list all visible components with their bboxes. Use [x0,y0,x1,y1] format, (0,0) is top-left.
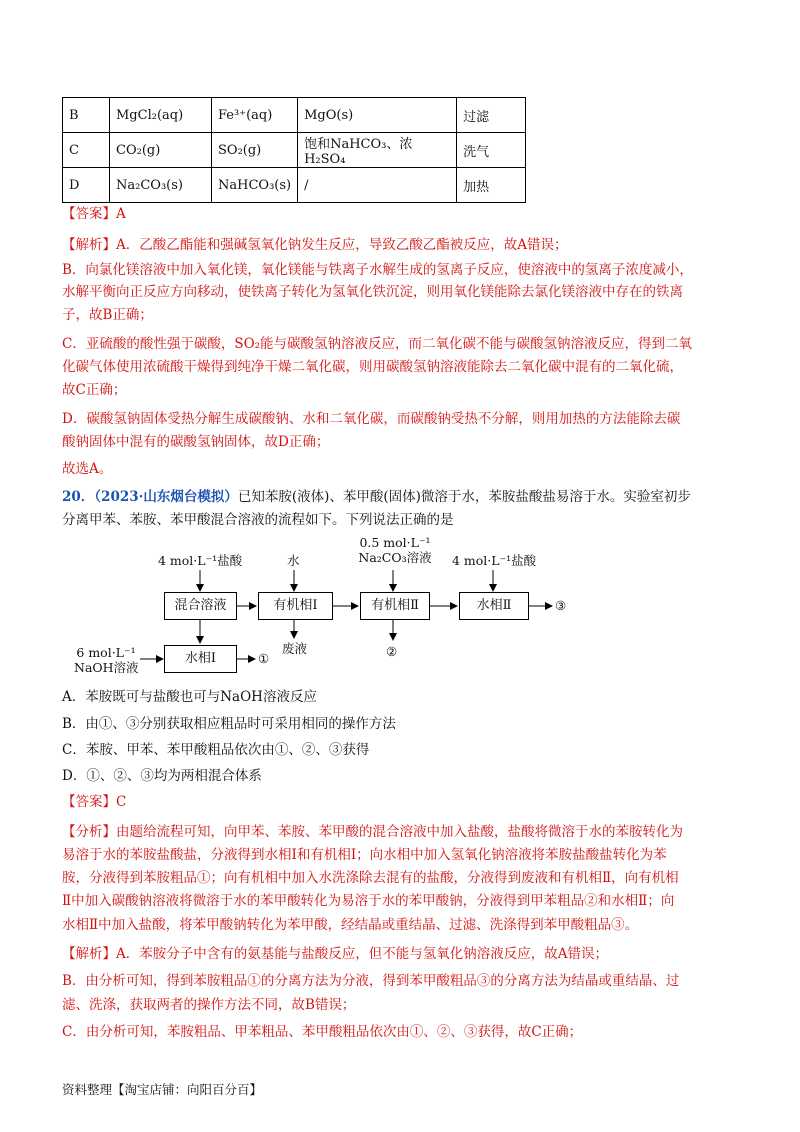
q20-stem-line-2: 分离甲苯、苯胺、苯甲酸混合溶液的流程如下。下列说法正确的是 [62,512,454,528]
option-c: C．苯胺、甲苯、苯甲酸粗品依次由①、②、③获得 [62,742,370,758]
reagent-cell: / [298,168,457,203]
q19-explain-line: C．亚硫酸的酸性强于碳酸，SO₂能与碳酸氢钠溶液反应，而二氧化碳不能与碳酸氢钠溶液反应，得到二氧 [62,336,693,352]
naoh-label-2: NaOH溶液 [74,660,139,675]
output-3: ③ [555,598,567,613]
q20-analysis-line: 易溶于水的苯胺盐酸盐，分液得到水相Ⅰ和有机相Ⅰ；向水相中加入氢氧化钠溶液将苯胺盐酸盐转化为苯 [62,847,667,863]
q19-explain-line: D．碳酸氢钠固体受热分解生成碳酸钠、水和二氧化碳，而碳酸钠受热不分解，则用加热的方法能除去碳 [62,411,681,427]
water-label: 水 [287,553,300,568]
q19-explain-line: 化碳气体使用浓硫酸干燥得到纯净干燥二氧化碳，则用碳酸氢钠溶液能除去二氧化碳中混有的二氧化硫， [62,359,683,375]
q19-explain-line: 故选A。 [62,461,113,477]
q20-answer: 【答案】C [62,794,127,810]
option-a: A．苯胺既可与盐酸也可与NaOH溶液反应 [62,689,317,705]
q20-number: 20． [62,489,95,505]
q19-answer: 【答案】A [62,206,126,222]
method-cell: 加热 [457,168,526,203]
naoh-label-1: 6 mol·L⁻¹ [76,645,136,660]
hcl-label-2: 4 mol·L⁻¹盐酸 [452,553,537,568]
q20-explain-line: B．由分析可知，得到苯胺粗品①的分离方法为分液，得到苯甲酸粗品③的分离方法为结晶或重结晶、过 [62,973,680,989]
q20-analysis-line: Ⅱ中加入碳酸钠溶液将微溶于水的苯甲酸转化为易溶于水的苯甲酸钠，分液得到甲苯粗品②和水相Ⅱ；向 [62,893,675,909]
na2co3-label-2: Na₂CO₃溶液 [358,550,432,565]
q20-explain-line: 滤、洗涤，获取两者的操作方法不同，故B错误； [62,997,356,1013]
q20-explain-line: 【解析】A．苯胺分子中含有的氨基能与盐酸反应，但不能与氢氧化钠溶液反应，故A错误； [62,946,608,962]
box-mixed-solution: 混合溶液 [164,592,237,620]
output-2: ② [386,644,398,659]
q20-analysis-line: 水相Ⅱ中加入盐酸，将苯甲酸钠转化为苯甲酸，经结晶或重结晶、过滤、洗涤得到苯甲酸粗品③。 [62,917,639,933]
option-d: D．①、②、③均为两相混合体系 [62,768,262,784]
reagent-cell: 饱和NaHCO₃、浓H₂SO₄ [298,133,457,168]
output-1: ① [258,651,270,666]
reagent-cell: MgO(s) [298,98,457,133]
method-cell: 过滤 [457,98,526,133]
substance-cell: MgCl₂(aq) [110,98,212,133]
row-label: D [63,168,110,203]
option-b: B．由①、③分别获取相应粗品时可采用相同的操作方法 [62,716,396,732]
q19-explain-line: 水解平衡向正反应方向移动，使铁离子转化为氢氧化铁沉淀，则用氧化镁能除去氯化镁溶液中存在的铁离 [62,284,683,300]
q19-explain-line: 故C正确； [62,382,127,398]
hcl-label-1: 4 mol·L⁻¹盐酸 [158,553,243,568]
q20-source: （2023·山东烟台模拟） [94,489,238,505]
substance-cell: CO₂(g) [110,133,212,168]
footer: 资料整理【淘宝店铺：向阳百分百】 [62,1082,263,1097]
q20-stem-text: 已知苯胺(液体)、苯甲酸(固体)微溶于水，苯胺盐酸盐易溶于水。实验室初步 [237,489,691,505]
impurity-cell: NaHCO₃(s) [212,168,298,203]
box-water-phase-2: 水相Ⅱ [459,592,529,620]
q19-explain-line: 子，故B正确； [62,307,153,323]
box-organic-phase-1: 有机相Ⅰ [258,592,333,620]
box-organic-phase-2: 有机相Ⅱ [360,592,430,620]
method-cell: 洗气 [457,133,526,168]
q20-analysis-line: 【分析】由题给流程可知，向甲苯、苯胺、苯甲酸的混合溶液中加入盐酸，盐酸将微溶于水的苯胺转化为 [62,824,683,840]
q19-explain-line: B．向氯化镁溶液中加入氧化镁，氧化镁能与铁离子水解生成的氢离子反应，使溶液中的氢离子浓度减小， [62,262,693,278]
waste-label: 废液 [282,641,308,656]
q19-explain-line: 酸钠固体中混有的碳酸氢钠固体，故D正确； [62,434,330,450]
row-label: C [63,133,110,168]
row-label: B [63,98,110,133]
substance-cell: Na₂CO₃(s) [110,168,212,203]
impurity-cell: SO₂(g) [212,133,298,168]
q20-explain-line: C．由分析可知，苯胺粗品、甲苯粗品、苯甲酸粗品依次由①、②、③获得，故C正确； [62,1024,583,1040]
na2co3-label-1: 0.5 mol·L⁻¹ [359,535,431,550]
impurity-cell: Fe³⁺(aq) [212,98,298,133]
q20-analysis-line: 胺，分液得到苯胺粗品①；向有机相中加入水洗涤除去混有的盐酸，分液得到废液和有机相Ⅱ，向有机相 [62,870,679,886]
q19-explain-line: 【解析】A．乙酸乙酯能和强碱氢氧化钠发生反应，导致乙酸乙酯被反应，故A错误； [62,237,568,253]
box-water-phase-1: 水相Ⅰ [164,645,237,673]
